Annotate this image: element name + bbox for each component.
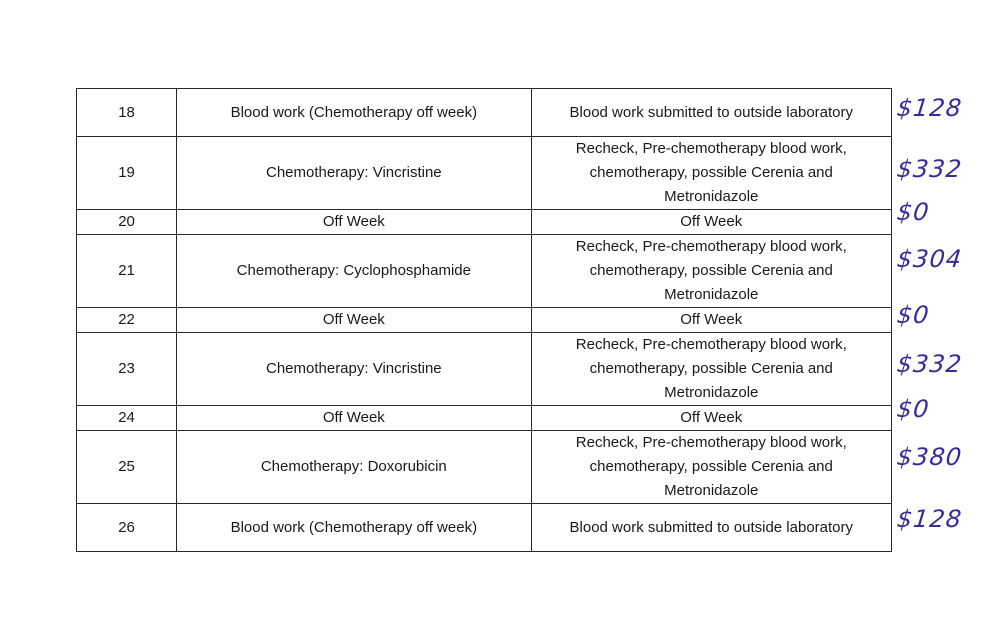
treatment-cell: Chemotherapy: Vincristine [177, 137, 531, 210]
week-cell: 26 [77, 504, 177, 552]
table-row [77, 504, 892, 552]
handwritten-cost: $0 [895, 395, 932, 423]
table-row [77, 333, 892, 406]
week-cell: 19 [77, 137, 177, 210]
week-cell: 21 [77, 235, 177, 308]
description-cell: Recheck, Pre-chemotherapy blood work, chemotherapy, possible Cerenia and Metronidazole [531, 431, 891, 504]
description-cell: Off Week [531, 308, 891, 333]
handwritten-cost: $380 [895, 443, 964, 471]
protocol-table [76, 88, 892, 552]
table-row [77, 431, 892, 504]
treatment-cell: Blood work (Chemotherapy off week) [177, 89, 531, 137]
table-row [77, 308, 892, 333]
week-cell: 20 [77, 210, 177, 235]
handwritten-cost: $128 [895, 505, 964, 533]
handwritten-cost: $0 [895, 301, 932, 329]
treatment-cell: Blood work (Chemotherapy off week) [177, 504, 531, 552]
handwritten-cost: $0 [895, 198, 932, 226]
table-row [77, 210, 892, 235]
week-cell: 18 [77, 89, 177, 137]
handwritten-cost: $128 [895, 94, 964, 122]
handwritten-cost: $332 [895, 155, 964, 183]
table-row [77, 406, 892, 431]
treatment-cell: Off Week [177, 308, 531, 333]
treatment-cell: Chemotherapy: Vincristine [177, 333, 531, 406]
handwritten-cost: $304 [895, 245, 964, 273]
description-cell: Off Week [531, 210, 891, 235]
table-row [77, 137, 892, 210]
treatment-cell: Off Week [177, 406, 531, 431]
week-cell: 23 [77, 333, 177, 406]
week-cell: 25 [77, 431, 177, 504]
treatment-cell: Off Week [177, 210, 531, 235]
week-cell: 24 [77, 406, 177, 431]
description-cell: Recheck, Pre-chemotherapy blood work, chemotherapy, possible Cerenia and Metronidazole [531, 235, 891, 308]
description-cell: Blood work submitted to outside laboratory [531, 89, 891, 137]
handwritten-cost: $332 [895, 350, 964, 378]
description-cell: Off Week [531, 406, 891, 431]
description-cell: Recheck, Pre-chemotherapy blood work, chemotherapy, possible Cerenia and Metronidazole [531, 137, 891, 210]
treatment-cell: Chemotherapy: Doxorubicin [177, 431, 531, 504]
treatment-cell: Chemotherapy: Cyclophosphamide [177, 235, 531, 308]
week-cell: 22 [77, 308, 177, 333]
description-cell: Blood work submitted to outside laboratory [531, 504, 891, 552]
description-cell: Recheck, Pre-chemotherapy blood work, chemotherapy, possible Cerenia and Metronidazole [531, 333, 891, 406]
table-row [77, 89, 892, 137]
table-row [77, 235, 892, 308]
